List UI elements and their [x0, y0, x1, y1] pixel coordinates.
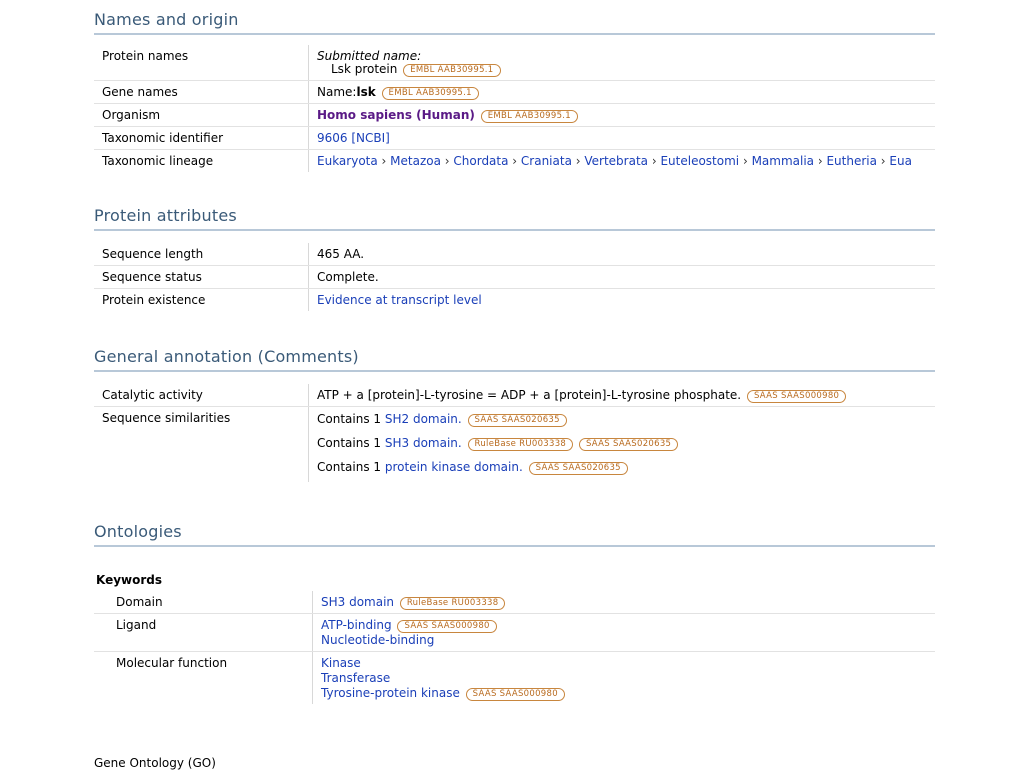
keyword-link[interactable]: Kinase [321, 656, 361, 670]
existence-link[interactable]: Evidence at transcript level [317, 293, 482, 307]
row-value: 465 AA. [309, 243, 936, 266]
row-label: Protein existence [94, 289, 309, 312]
lineage-link[interactable]: Eutheria [826, 154, 877, 168]
lineage-link[interactable]: Eukaryota [317, 154, 378, 168]
row-label: Sequence status [94, 266, 309, 289]
row-value: Complete. [309, 266, 936, 289]
evidence-badge[interactable]: RuleBase RU003338 [468, 438, 574, 451]
protein-attributes-table [94, 243, 935, 311]
row-value [309, 127, 936, 150]
row-value [309, 407, 936, 483]
similarity-line [317, 431, 927, 455]
keyword-link[interactable]: Transferase [321, 671, 391, 685]
ontologies-section [94, 512, 935, 704]
row-value [313, 614, 936, 652]
row-label: Ligand [94, 614, 313, 652]
similarity-prefix: Contains 1 [317, 460, 382, 474]
kinase-domain-link[interactable]: protein kinase domain. [384, 460, 523, 474]
taxid-link[interactable]: 9606 [317, 131, 348, 145]
chevron-right-icon: › [739, 154, 752, 168]
general-annotation-table [94, 384, 935, 482]
table-row [94, 289, 935, 312]
evidence-badge[interactable]: SAAS SAAS000980 [747, 390, 846, 403]
table-row [94, 614, 935, 652]
gene-name: lsk [356, 85, 376, 99]
lineage-value [309, 150, 936, 173]
row-label: Molecular function [94, 652, 313, 705]
names-origin-section [94, 0, 935, 172]
row-label: Protein names [94, 45, 309, 81]
row-label: Taxonomic lineage [94, 150, 309, 173]
table-row [94, 81, 935, 104]
table-row [94, 407, 935, 483]
section-title: General annotation (Comments) [94, 337, 935, 372]
row-label: Sequence length [94, 243, 309, 266]
section-title: Names and origin [94, 0, 935, 35]
general-annotation-section [94, 337, 935, 482]
table-row [94, 127, 935, 150]
evidence-badge[interactable]: SAAS SAAS020635 [468, 414, 567, 427]
keywords-table [94, 591, 935, 704]
chevron-right-icon: › [377, 154, 391, 168]
row-value [309, 81, 936, 104]
evidence-badge[interactable]: EMBL AAB30995.1 [403, 64, 500, 77]
ncbi-link[interactable]: [NCBI] [351, 131, 390, 145]
row-label: Domain [94, 591, 313, 614]
similarity-prefix: Contains 1 [317, 412, 382, 426]
table-row [94, 104, 935, 127]
lineage-link[interactable]: Mammalia [751, 154, 815, 168]
row-value [309, 45, 936, 81]
organism-link[interactable]: Homo sapiens (Human) [317, 108, 475, 122]
protein-name: Lsk protein [331, 62, 398, 76]
row-label: Sequence similarities [94, 407, 309, 483]
keyword-line [321, 618, 927, 633]
protein-name-line [317, 62, 927, 77]
evidence-badge[interactable]: SAAS SAAS000980 [397, 620, 496, 633]
keyword-line [321, 656, 927, 671]
chevron-right-icon: › [571, 154, 585, 168]
keyword-link[interactable]: Nucleotide-binding [321, 633, 435, 647]
chevron-right-icon: › [648, 154, 661, 168]
similarity-line [317, 455, 927, 479]
row-label: Organism [94, 104, 309, 127]
lineage-link[interactable]: Craniata [520, 154, 572, 168]
row-label: Catalytic activity [94, 384, 309, 407]
keyword-link[interactable]: ATP-binding [321, 618, 392, 632]
chevron-right-icon: › [508, 154, 521, 168]
names-origin-table [94, 45, 935, 172]
table-row [94, 266, 935, 289]
table-row [94, 45, 935, 81]
entry-page [94, 0, 935, 704]
chevron-right-icon: › [814, 154, 827, 168]
keywords-heading: Keywords [96, 573, 163, 587]
table-row [94, 652, 935, 705]
submitted-name-label: Submitted name: [317, 49, 422, 63]
row-value [309, 104, 936, 127]
evidence-badge[interactable]: SAAS SAAS020635 [579, 438, 678, 451]
lineage-link[interactable]: Chordata [453, 154, 509, 168]
table-row [94, 150, 935, 173]
keyword-link[interactable]: Tyrosine-protein kinase [321, 686, 460, 700]
evidence-badge[interactable]: EMBL AAB30995.1 [481, 110, 578, 123]
chevron-right-icon: › [440, 154, 454, 168]
section-title: Ontologies [94, 512, 935, 547]
row-value [309, 384, 936, 407]
chevron-right-icon: › [876, 154, 890, 168]
table-row [94, 591, 935, 614]
evidence-badge[interactable]: EMBL AAB30995.1 [382, 87, 479, 100]
section-title: Protein attributes [94, 196, 935, 231]
next-section-heading-partial: Gene Ontology (GO) [94, 756, 216, 770]
row-label: Gene names [94, 81, 309, 104]
sh3-domain-link[interactable]: SH3 domain. [384, 436, 462, 450]
keyword-line [321, 633, 927, 648]
sh2-domain-link[interactable]: SH2 domain. [384, 412, 462, 426]
gene-prefix: Name: [317, 85, 357, 99]
evidence-badge[interactable]: RuleBase RU003338 [400, 597, 506, 610]
protein-attributes-section [94, 196, 935, 311]
row-value [313, 652, 936, 705]
evidence-badge[interactable]: SAAS SAAS000980 [466, 688, 565, 701]
table-row [94, 384, 935, 407]
keyword-line [321, 686, 927, 701]
row-value [309, 289, 936, 312]
lineage-link[interactable]: Metazoa [390, 154, 441, 168]
keyword-line [321, 671, 927, 686]
table-row [94, 243, 935, 266]
keyword-link[interactable]: SH3 domain [321, 595, 395, 609]
similarity-prefix: Contains 1 [317, 436, 382, 450]
row-value [313, 591, 936, 614]
evidence-badge[interactable]: SAAS SAAS020635 [529, 462, 628, 475]
lineage-link[interactable]: Euteleostomi [660, 154, 740, 168]
lineage-link[interactable]: Eua [889, 154, 912, 168]
row-label: Taxonomic identifier [94, 127, 309, 150]
similarity-line [317, 407, 927, 431]
catalytic-text: ATP + a [protein]-L-tyrosine = ADP + a [protein]-L-tyrosine phosphate. [317, 388, 742, 402]
lineage-link[interactable]: Vertebrata [584, 154, 649, 168]
